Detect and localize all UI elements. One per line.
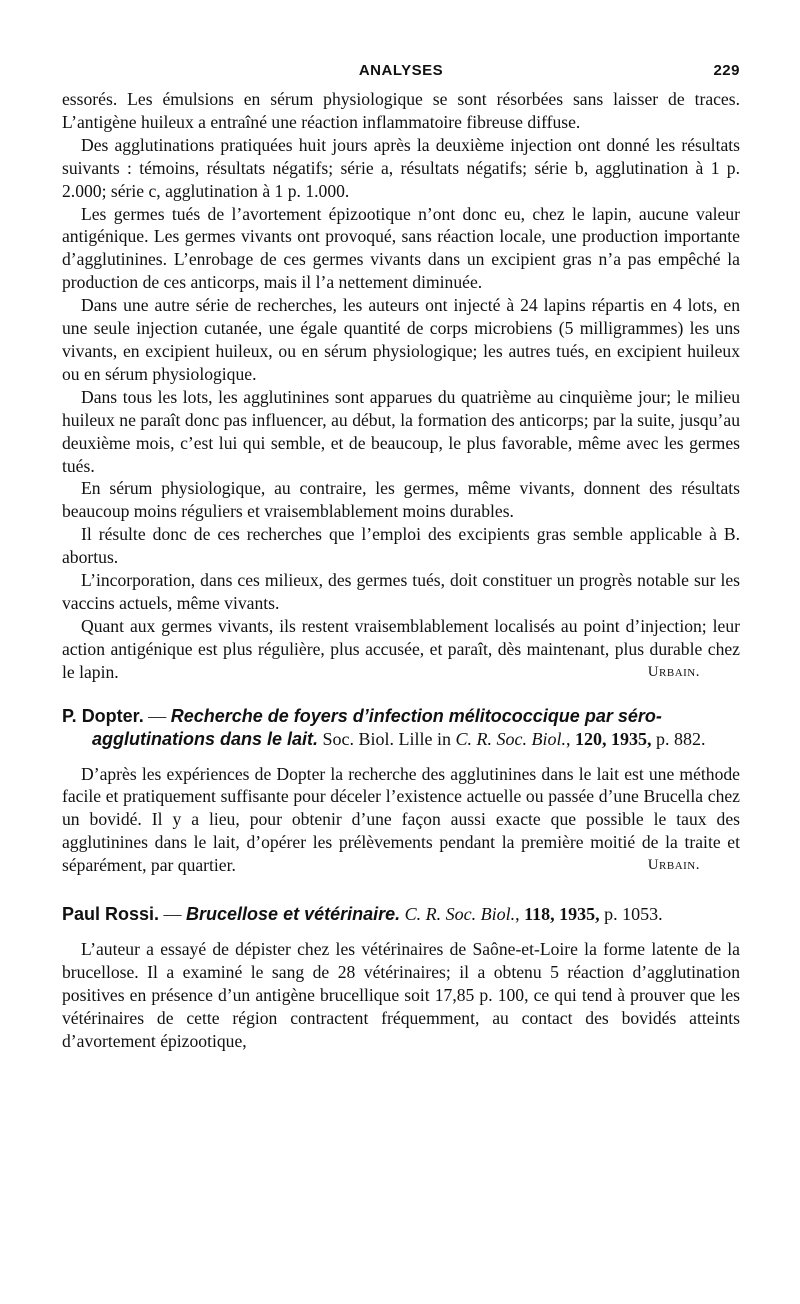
- entry-journal: C. R. Soc. Biol.: [455, 728, 567, 749]
- entry-title: Brucellose et vétérinaire.: [186, 904, 401, 925]
- entry-dash: —: [143, 705, 171, 726]
- paragraph: Quant aux germes vivants, ils restent vraisemblablement localisés au point d’injection; leur action antigénique est plus régulière, plus accusée, et paraît, dès maintenant, plus durable chez le lapin.: [62, 615, 740, 682]
- paragraph: essorés. Les émulsions en sérum physiologique se sont résorbées sans laisser de traces. L’antigène huileux a entraîné une réaction inflammatoire fibreuse diffuse.: [62, 89, 740, 132]
- spacer: [62, 926, 740, 938]
- entry-body: D’après les expériences de Dopter la recherche des agglutinines dans le lait est une méthode facile et pratiquement suffisante pour déceler l’existence actuelle ou passée d’une Brucella chez un bovidé. Il y a lieu, pour obtenir d’une façon aussi exacte que possible le taux des agglutinines dans le lait, d’opérer les prélèvements pendant la première moitié de la traite et séparément, par quartier.: [62, 763, 740, 876]
- reviewer-signature: Urbain.: [647, 857, 700, 874]
- entry-pages: p. 882.: [651, 728, 706, 749]
- paragraph: Dans tous les lots, les agglutinines sont apparues du quatrième au cinquième jour; le milieu huileux ne paraît donc pas influencer, au début, la formation des anticorps; par la suite, jusqu’au deuxième mois, c’est lui qui semble, et de beaucoup, le plus favorable, même avec les germes tués.: [62, 386, 740, 476]
- entry-author: P. Dopter.: [62, 705, 144, 726]
- paragraph: Il résulte donc de ces recherches que l’emploi des excipients gras semble applicable à B. abortus.: [62, 524, 740, 568]
- entry-pages: p. 1053.: [599, 904, 663, 925]
- running-header: [62, 62, 740, 88]
- entry-author: Paul Rossi.: [62, 904, 160, 925]
- entry-title: Recherche de foyers d’infection mélitococcique par séro-agglutinations dans le lait.: [92, 705, 662, 749]
- entry-dash: —: [159, 904, 187, 925]
- spacer: [62, 751, 740, 763]
- paragraph-with-signature: [62, 763, 740, 878]
- paragraph: En sérum physiologique, au contraire, les germes, même vivants, donnent des résultats beaucoup moins réguliers et vraisemblablement moins durables.: [62, 478, 740, 522]
- reviewer-signature: Urbain.: [647, 663, 700, 680]
- entry-volume: 118, 1935,: [524, 904, 600, 925]
- paragraph: L’incorporation, dans ces milieux, des germes tués, doit constituer un progrès notable sur les vaccins actuels, même vivants.: [62, 570, 740, 613]
- bibliographic-entry: [62, 705, 740, 751]
- entry-separator: ,: [566, 728, 576, 749]
- running-title: ANALYSES: [358, 62, 444, 79]
- paragraph: Les germes tués de l’avortement épizootique n’ont donc eu, chez le lapin, aucune valeur antigénique. Les germes vivants ont provoqué, sans réaction locale, une production importante d’agglutinines. L’enrobage de ces germes vivants dans un excipient gras n’a pas empêché la production de ces anticorps, mais il l’a nettement diminuée.: [62, 203, 740, 293]
- entry-journal: C. R. Soc. Biol.: [404, 904, 516, 925]
- analysis-continuation: [62, 88, 740, 684]
- bibliographic-entry: [62, 903, 740, 926]
- page: [62, 62, 740, 1053]
- paragraph: Dans une autre série de recherches, les auteurs ont injecté à 24 lapins répartis en 4 lots, en une seule injection cutanée, une égale quantité de corps microbiens (5 milligrammes) les uns vivants, en excipient huileux, ou en sérum physiologique; les autres tués, en excipient huileux ou en sérum physiologique.: [62, 295, 740, 384]
- entry-separator: ,: [515, 904, 525, 925]
- entry-source: Soc. Biol. Lille in: [318, 728, 456, 749]
- page-number: 229: [713, 62, 740, 79]
- entry-body: L’auteur a essayé de dépister chez les vétérinaires de Saône-et-Loire la forme latente de la brucellose. Il a examiné le sang de 28 vétérinaires; il a obtenu 5 réaction d’agglutination positives en présence d’un antigène brucellique soit 17,85 p. 100, ce qui tend à prouver que les vétérinaires de cette région contractent fréquemment, au contact des bovidés atteints d’avortement épizootique,: [62, 939, 740, 1051]
- paragraph: Des agglutinations pratiquées huit jours après la deuxième injection ont donné les résultats suivants : témoins, résultats négatifs; série a, résultats négatifs; série b, agglutination à 1 p. 2.000; série c, agglutination à 1 p. 1.000.: [62, 134, 740, 201]
- entry-volume: 120, 1935,: [575, 728, 652, 749]
- paragraph-with-signature: [62, 615, 740, 684]
